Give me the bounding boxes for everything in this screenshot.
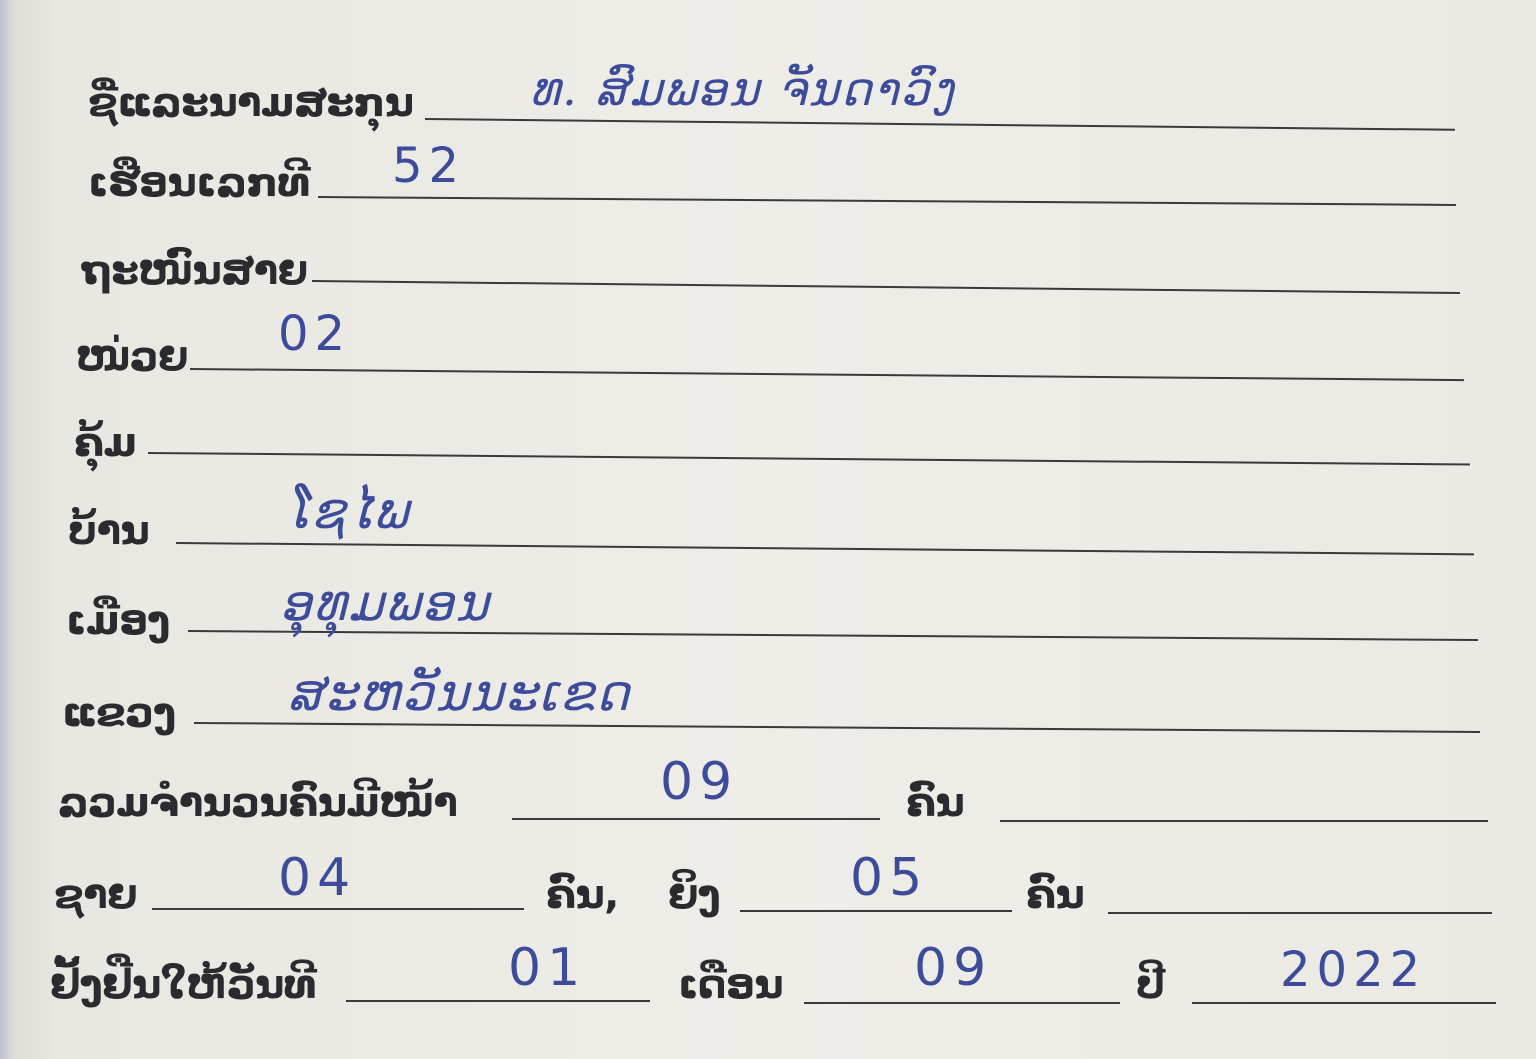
female-line (740, 910, 1012, 912)
female-value[interactable]: 05 (850, 848, 929, 908)
district-label: ເມືອງ (66, 598, 170, 644)
female-trailing-line (1108, 912, 1492, 914)
certify-label: ຢັ້ງຢືນໃຫ້ວັນທີ (50, 962, 317, 1008)
male-label: ຊາຍ (54, 872, 138, 918)
total-persons-label: ລວມຈຳນວນຄົນມີໜ້າ (58, 780, 458, 826)
certify-month-label: ເດືອນ (678, 962, 784, 1008)
page-edge (0, 0, 14, 1059)
male-unit: ຄົນ, (546, 872, 619, 918)
female-unit: ຄົນ (1026, 872, 1085, 918)
certify-month-value[interactable]: 09 (914, 938, 993, 998)
certify-year-line (1192, 1002, 1496, 1004)
certify-year-label: ປີ (1136, 962, 1165, 1008)
house-number-line (318, 196, 1456, 206)
province-label: ແຂວງ (62, 690, 176, 736)
name-line (425, 118, 1455, 131)
house-number-value[interactable]: 52 (392, 138, 466, 194)
province-line (194, 722, 1480, 733)
province-value[interactable]: ສະຫວັນນະເຂດ (288, 664, 632, 722)
house-number-label: ເຮືອນເລກທີ (88, 160, 310, 206)
zone-label: ຄຸ້ມ (74, 420, 137, 466)
unit-label: ໜ່ວຍ (76, 334, 188, 380)
name-label: ຊື່ແລະນາມສະກຸນ (88, 80, 414, 126)
certify-year-value[interactable]: 2022 (1280, 942, 1427, 998)
village-value[interactable]: ໂຊໄພ (286, 482, 411, 540)
total-persons-unit: ຄົນ (906, 780, 965, 826)
unit-line (190, 368, 1464, 381)
certify-month-line (804, 1002, 1120, 1004)
total-persons-line (512, 818, 880, 820)
certify-day-value[interactable]: 01 (508, 938, 587, 998)
male-value[interactable]: 04 (278, 848, 357, 908)
total-persons-trailing-line (1000, 820, 1488, 822)
village-label: ບ້ານ (68, 508, 150, 554)
zone-line (148, 452, 1470, 466)
street-line (312, 280, 1460, 294)
district-value[interactable]: ອຸທຸມພອນ (280, 574, 491, 632)
total-persons-value[interactable]: 09 (660, 752, 739, 812)
certify-day-line (346, 1000, 650, 1002)
unit-value[interactable]: 02 (278, 306, 352, 362)
name-value[interactable]: ທ. ສົມພອນ ຈັນດາວົງ (530, 62, 956, 116)
village-line (176, 542, 1474, 555)
female-label: ຍິງ (668, 872, 721, 918)
street-label: ຖະໜົນສາຍ (82, 248, 308, 294)
male-line (152, 908, 524, 910)
